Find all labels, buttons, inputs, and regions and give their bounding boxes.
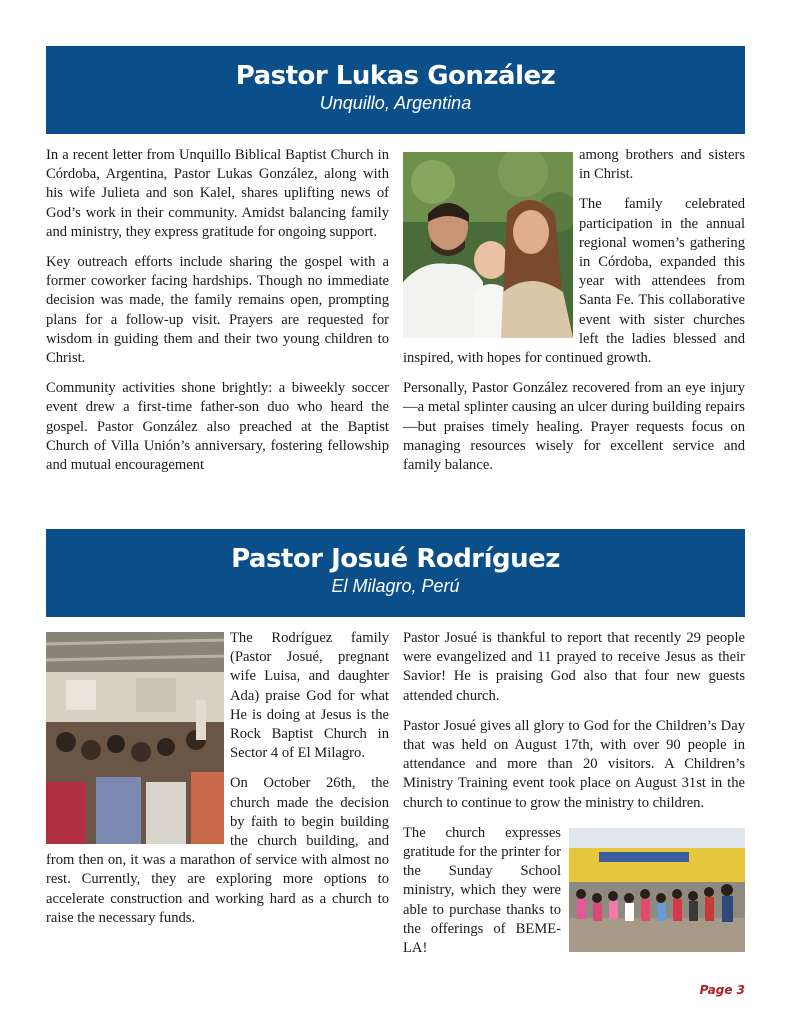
pastor-location: Unquillo, Argentina: [319, 93, 472, 113]
children-group-photo: [569, 828, 745, 952]
paragraph: Personally, Pastor González recovered from an eye injury—a metal splinter causing an ulcer during building repairs—but praises timely healing. Prayer requests focus on managing resources wisely for excellent service and family balance.: [403, 380, 745, 474]
family-photo: [403, 152, 573, 338]
paragraph: On October 26th, the church made the decision by faith to begin building the church building, and from then on, it was a marathon of service with almost no rest. Currently, they are exploring more options to accelerate construction and working hard as a church to raise the necessary funds.: [46, 775, 389, 926]
section1-right-column: [403, 146, 745, 486]
section1-left-column: [46, 146, 389, 475]
section-header-gonzalez: [46, 46, 745, 134]
paragraph: Key outreach efforts include sharing the gospel with a former coworker facing hardships. Though no immediate decision was made, the family remains open, prompting plans for a follow-up visit. Prayers are requested for wisdom in guiding them and their two young children to Christ.: [46, 254, 389, 367]
paragraph: among brothers and sisters in Christ.: [579, 147, 745, 183]
paragraph: The church expresses gratitude for the printer for the Sunday School ministry, which they were able to purchase thanks to the offerings of BEME-LA!: [403, 824, 561, 957]
section2-left-column: [46, 629, 389, 928]
section-header-rodriguez: [46, 529, 745, 617]
paragraph: The Rodríguez family (Pastor Josué, pregnant wife Luisa, and daughter Ada) praise God for what He is doing at Jesus is the Rock Baptist Church in Sector 4 of El Milagro.: [230, 630, 389, 762]
paragraph: Pastor Josué gives all glory to God for the Children’s Day that was held on August 17th, with over 90 people in attendance and more than 20 visitors. A Children’s Ministry Training event took place on August 31st in the church to continue to grow the ministry to children.: [403, 717, 745, 811]
pastor-name: Pastor Josué Rodríguez: [231, 544, 560, 574]
paragraph: The family celebrated participation in the annual regional women’s gathering in Córdoba, expanded this year with attendees from Santa Fe. This collaborative event with sister churches left the ladies blessed and inspired, with hopes for continued growth.: [403, 196, 745, 367]
section2-right-column: [403, 629, 745, 969]
family-photo-image: [403, 152, 573, 338]
children-group-photo-image: [569, 828, 745, 952]
pastor-location: El Milagro, Perú: [331, 576, 460, 596]
page-number: Page 3: [699, 983, 745, 997]
pastor-name: Pastor Lukas González: [235, 61, 556, 91]
paragraph: Community activities shone brightly: a biweekly soccer event drew a first-time father-son duo who heard the gospel. Pastor González also preached at the Baptist Church of Villa Unión’s anniversary, fostering fellowship and mutual encouragement: [46, 380, 389, 474]
paragraph: Pastor Josué is thankful to report that recently 29 people were evangelized and 11 prayed to receive Jesus as their Savior! He is praising God also that four new guests attended church.: [403, 630, 745, 704]
congregation-photo: [46, 632, 224, 844]
paragraph: In a recent letter from Unquillo Biblical Baptist Church in Córdoba, Argentina, Pastor Lukas González, along with his wife Julieta and son Kalel, shares uplifting news of God’s work in their community. Amidst balancing family and ministry, they express gratitude for ongoing support.: [46, 147, 389, 240]
congregation-photo-image: [46, 632, 224, 844]
